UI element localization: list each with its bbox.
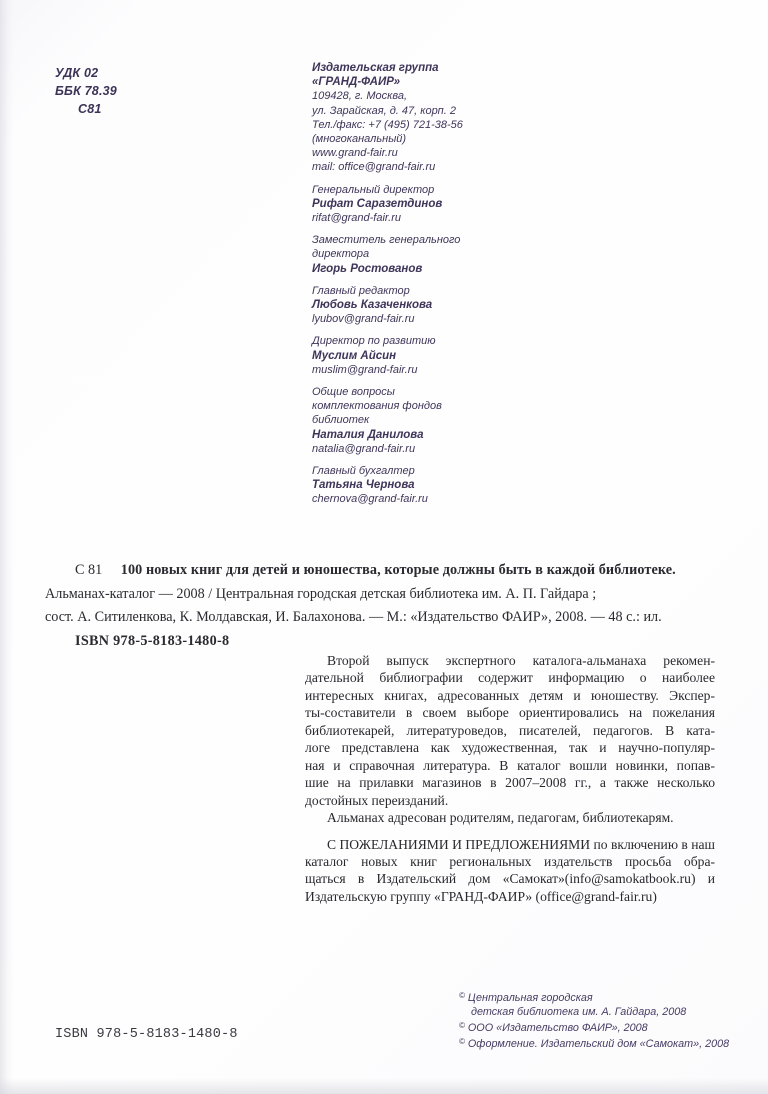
contact-line: Главный редактор [312,284,410,297]
catalog-record [45,559,755,653]
copyright-block [459,989,729,1051]
contact-line: Главный бухгалтер [312,465,415,478]
annotation-line: библиотекарей, литературоведов, писателей, педагогов. В ката- [305,722,715,738]
annotation-line: Издательскую группу «ГРАНД-ФАИР» (office@grand-fair.ru) [305,888,657,904]
classification-codes [55,64,117,118]
contact-line: библиотек [312,414,370,427]
record-title: 100 новых книг для детей и юношества, которые должны быть в каждой библиотеке. [120,562,676,578]
copyright-line: детская библиотека им. А. Гайдара, 2008 [471,1006,687,1018]
contact-line: комплектования фондов [312,400,442,413]
contact-line: Игорь Ростованов [312,262,423,275]
annotation-line: шие на прилавки магазинов в 2007–2008 гг., а также несколько [305,775,715,791]
record-title-line [45,559,755,583]
annotation-line: щаться в Издательский дом «Самокат»(info@samokatbook.ru) и [305,871,715,887]
udk-code: УДК 02 [55,66,99,80]
copyright-line: © Оформление. Издательский дом «Самокат», 2008 [459,1037,730,1050]
contact-line: (многоканальный) [312,133,407,146]
copyright-icon: © [459,1021,465,1030]
contact-group [312,385,463,456]
contact-line: rifat@grand-fair.ru [312,212,402,225]
copyright-line: © Центральная городская [459,991,593,1004]
annotation-line: интересных книгах, адресованных детям и юношеству. Экспер- [305,687,715,703]
bbk-code: ББК 78.39 [55,84,117,98]
record-line-3: сост. А. Ситиленкова, К. Молдавская, И. Балахонова. — М.: «Издательство ФАИР», 2008. — 48 с.: ил. [45,609,662,625]
contact-line: Генеральный директор [312,183,435,196]
annotation [305,652,715,905]
contact-line: Издательская группа [312,62,439,74]
annotation-line: Второй выпуск экспертного каталога-альманаха рекомен- [327,653,715,668]
annotation-line: ная и справочная литература. В каталог вошли новинки, попав- [305,757,715,773]
annotation-line: каталог новых книг региональных издательств просьба обра- [305,853,715,869]
contact-line: Общие вопросы [312,386,395,399]
contact-line: Заместитель генерального [312,234,461,247]
record-code: С 81 [75,562,103,578]
contact-line: Директор по развитию [312,335,436,348]
contact-group [312,464,463,507]
contact-line: 109428, г. Москва, [312,90,408,103]
author-sign: С81 [78,102,102,116]
contact-line: lyubov@grand-fair.ru [312,313,415,326]
copyright-icon: © [459,1037,465,1046]
contact-line: natalia@grand-fair.ru [312,442,416,455]
publisher-contacts [312,61,463,515]
contact-group [312,233,463,276]
contact-line: Любовь Казаченкова [312,299,433,312]
contact-line: chernova@grand-fair.ru [312,493,428,506]
annotation-line: дательной библиографии содержит информацию о наиболее [305,670,715,686]
annotation-line: Альманах адресован родителям, педагогам, библиотекарям. [327,810,674,826]
contact-group [312,284,463,327]
contact-line: mail: office@grand-fair.ru [312,161,436,174]
isbn-bottom: ISBN 978-5-8183-1480-8 [55,1027,238,1042]
copyright-line: © ООО «Издательство ФАИР», 2008 [459,1021,648,1034]
contact-line: «ГРАНД-ФАИР» [312,76,401,89]
copyright-icon: © [459,991,465,1000]
contact-line: muslim@grand-fair.ru [312,363,418,376]
record-isbn: ISBN 978-5-8183-1480-8 [75,632,230,649]
contact-line: директора [312,248,370,261]
contact-line: Наталия Данилова [312,428,424,441]
annotation-line: ты-составители в своем выборе ориентировались на пожелания [305,705,715,721]
contact-line: ул. Зарайская, д. 47, корп. 2 [312,104,456,117]
contact-line: Муслим Айсин [312,349,397,362]
record-line-2: Альманах-каталог — 2008 / Центральная городская детская библиотека им. А. П. Гайдара ; [45,585,597,602]
annotation-paragraph [305,809,715,826]
contact-group [312,61,463,175]
contact-group [312,334,463,377]
contact-line: Татьяна Чернова [312,479,415,492]
annotation-line: логе представлена как художественная, так и научно-популяр- [305,740,715,756]
page-edge-shadow-bottom [0,1078,768,1094]
annotation-paragraph [305,836,715,906]
contact-line: www.grand-fair.ru [312,147,398,160]
annotation-paragraph [305,652,715,809]
contact-group [312,183,463,226]
annotation-line: С ПОЖЕЛАНИЯМИ И ПРЕДЛОЖЕНИЯМИ по включению в наш [327,836,715,852]
contact-line: Тел./факс: +7 (495) 721-38-56 [312,118,463,131]
annotation-line: достойных переизданий. [305,792,449,808]
page-edge-shadow-left [0,0,14,1094]
contact-line: Рифат Саразетдинов [312,197,443,210]
